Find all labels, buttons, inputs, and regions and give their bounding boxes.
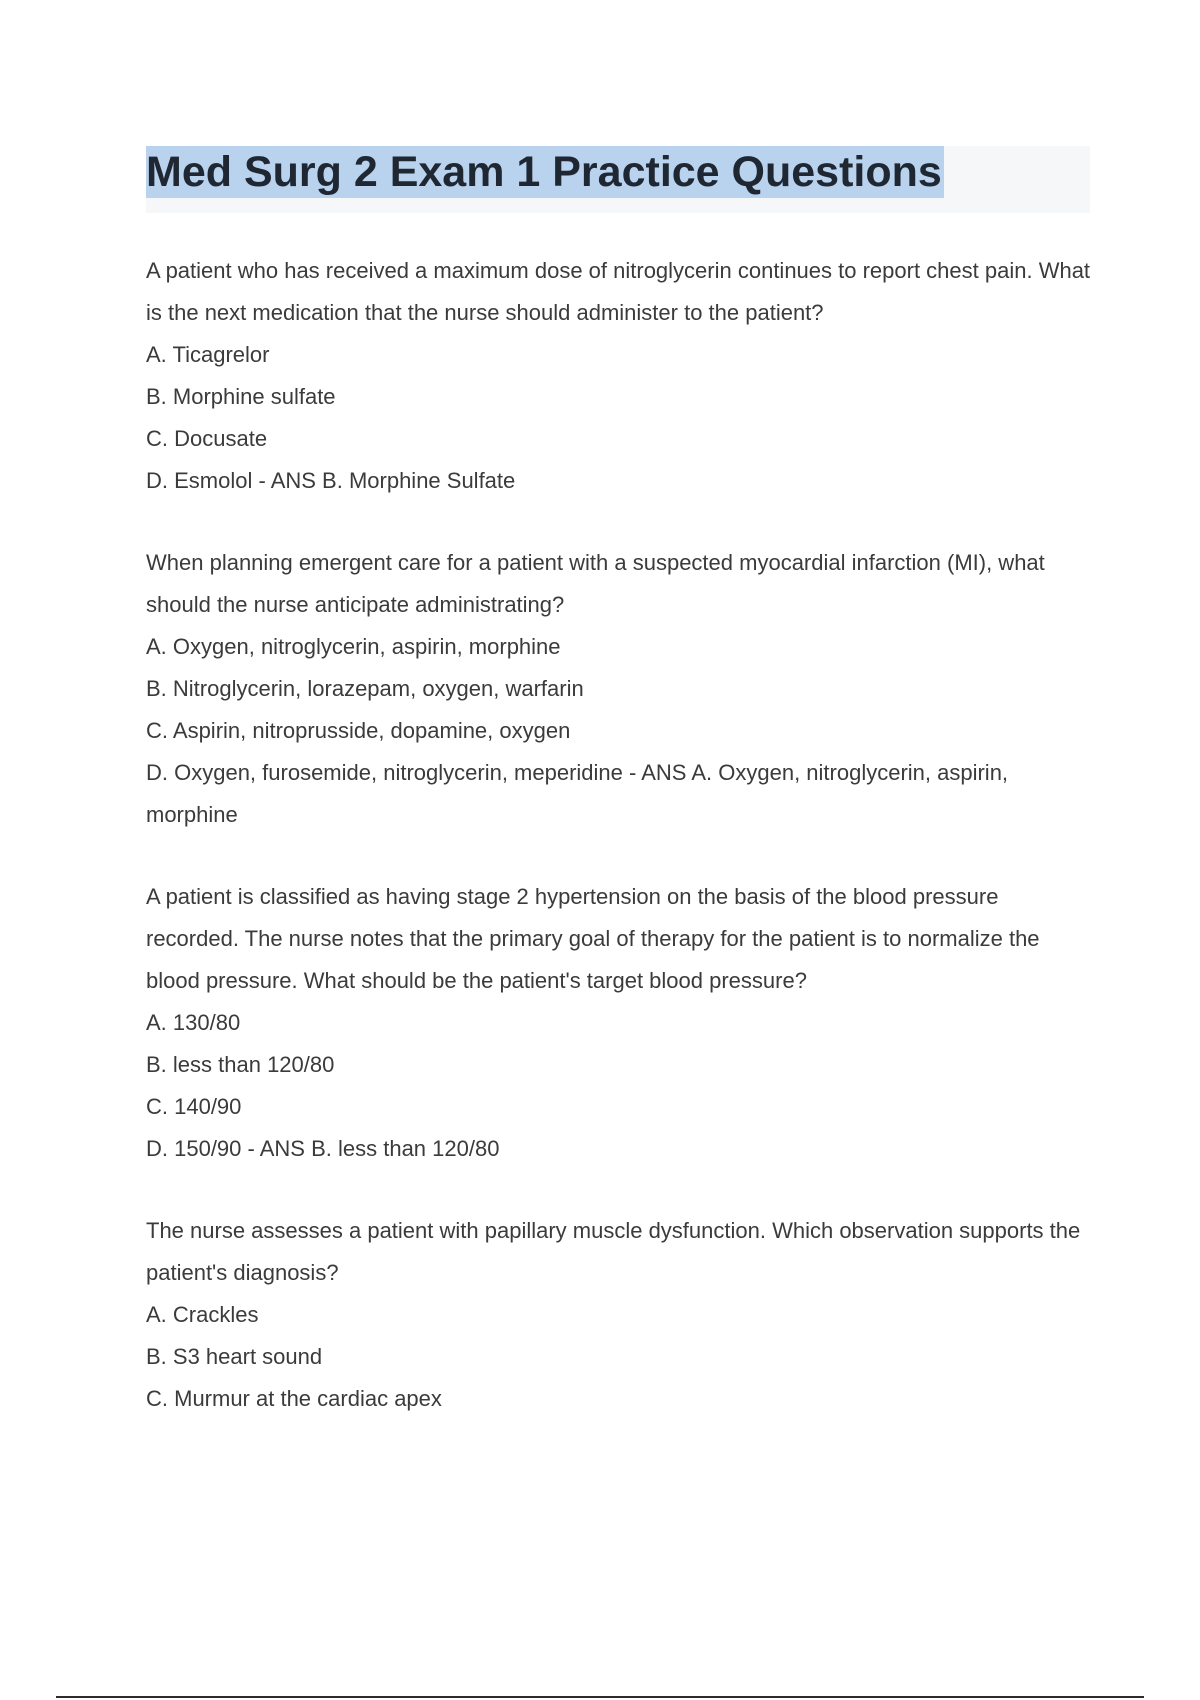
answer-option: A. Crackles [146,1302,259,1327]
answer-option: B. S3 heart sound [146,1344,323,1369]
question-stem: The nurse assesses a patient with papillary muscle dysfunction. Which observation supports the patient's diagnosis? [146,1218,1081,1285]
answer-option: C. Docusate [146,426,268,451]
answer-option: C. Murmur at the cardiac apex [146,1386,442,1411]
answer-option: C. 140/90 [146,1094,242,1119]
answer-options [146,1294,1096,1420]
question-block [146,542,1096,836]
question-list [146,250,1096,1460]
answer-options [146,1002,1096,1170]
answer-option: C. Aspirin, nitroprusside, dopamine, oxygen [146,718,571,743]
answer-option: B. Nitroglycerin, lorazepam, oxygen, warfarin [146,676,584,701]
question-stem: A patient is classified as having stage 2 hypertension on the basis of the blood pressure recorded. The nurse notes that the primary goal of therapy for the patient is to normalize the blood pressure. What should be the patient's target blood pressure? [146,884,1040,993]
question-block [146,1210,1096,1420]
answer-option-with-answer: D. 150/90 - ANS B. less than 120/80 [146,1136,500,1161]
question-block [146,876,1096,1170]
answer-option: A. Ticagrelor [146,342,270,367]
page-bottom-rule [56,1696,1144,1698]
question-stem: When planning emergent care for a patient with a suspected myocardial infarction (MI), what should the nurse anticipate administrating? [146,550,1045,617]
answer-options [146,334,1096,502]
answer-options [146,626,1096,836]
question-block [146,250,1096,502]
answer-option-with-answer: D. Oxygen, furosemide, nitroglycerin, meperidine - ANS A. Oxygen, nitroglycerin, aspirin, morphine [146,760,1009,827]
answer-option-with-answer: D. Esmolol - ANS B. Morphine Sulfate [146,468,516,493]
document-title[interactable]: Med Surg 2 Exam 1 Practice Questions [146,148,942,196]
answer-option: B. less than 120/80 [146,1052,335,1077]
answer-option: A. 130/80 [146,1010,241,1035]
question-stem: A patient who has received a maximum dose of nitroglycerin continues to report chest pain. What is the next medication that the nurse should administer to the patient? [146,258,1091,325]
answer-option: B. Morphine sulfate [146,384,336,409]
answer-option: A. Oxygen, nitroglycerin, aspirin, morphine [146,634,561,659]
